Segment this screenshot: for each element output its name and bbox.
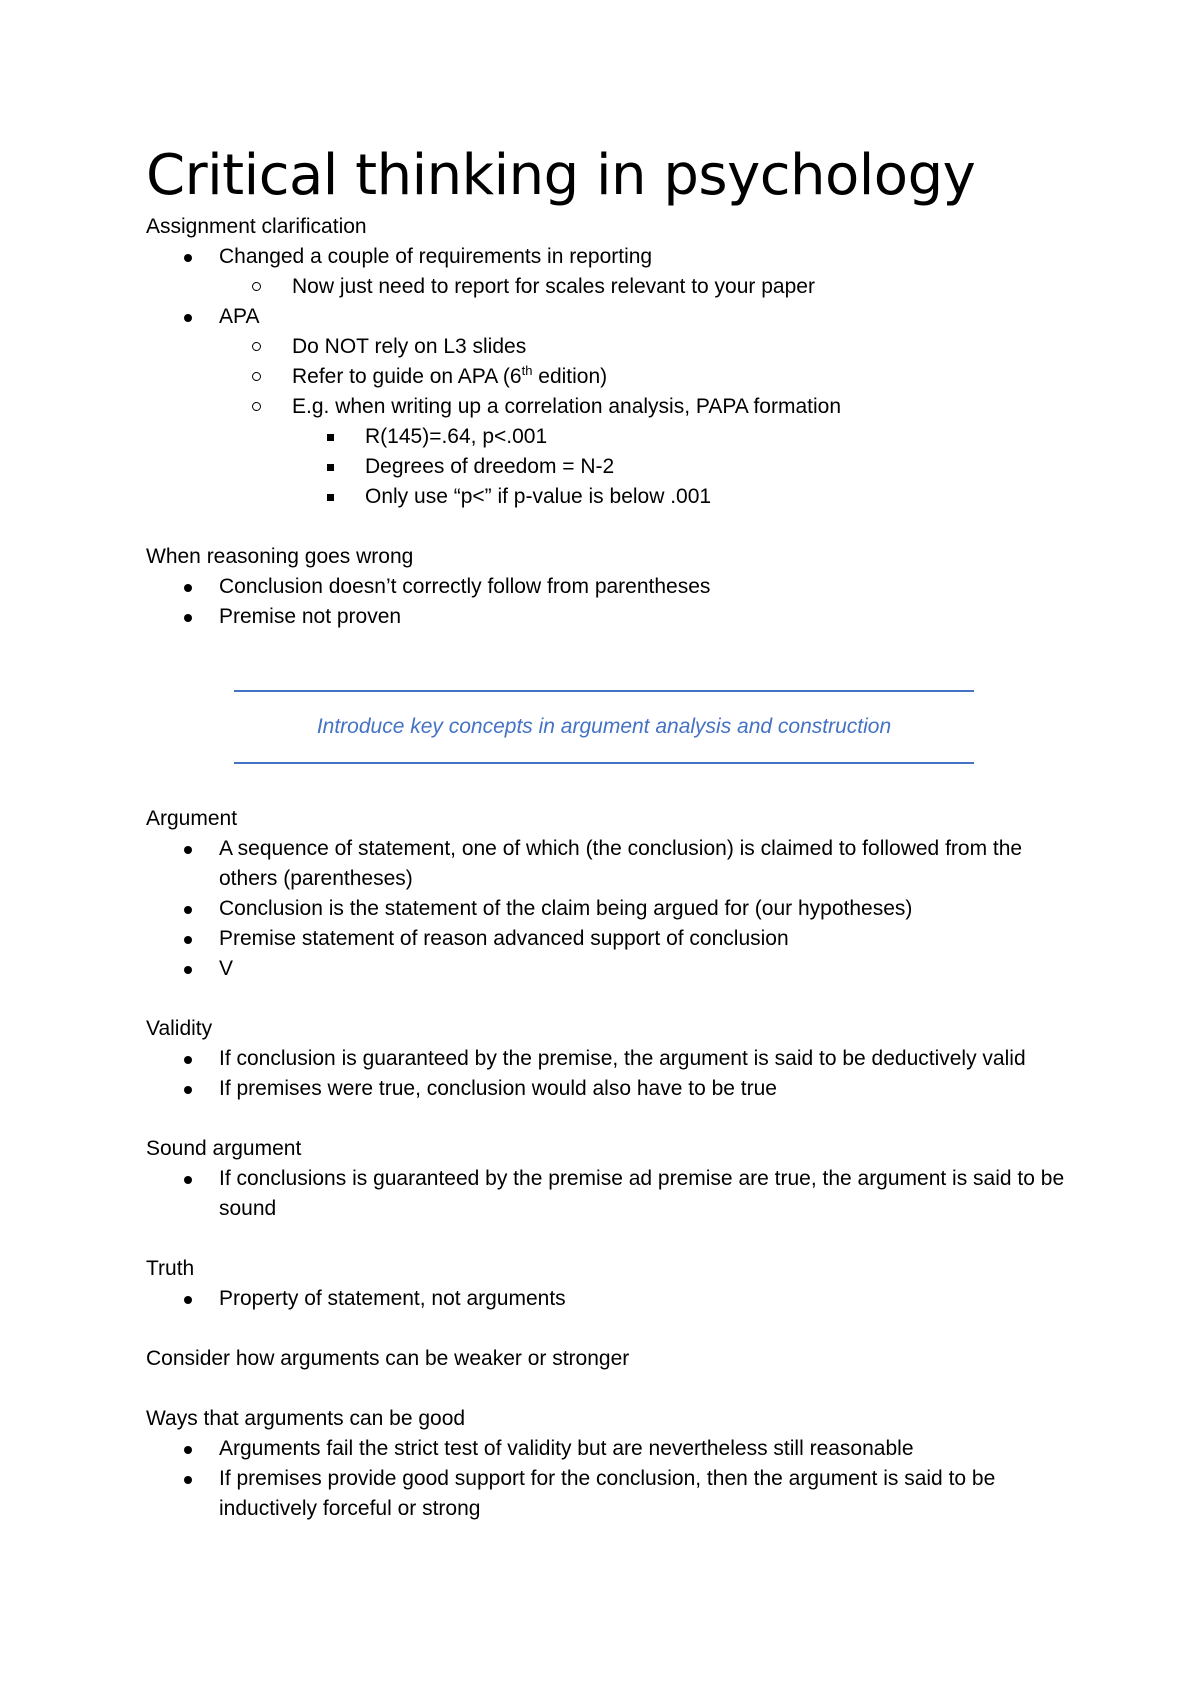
hollow-bullet-icon xyxy=(252,402,261,411)
consider-line: Consider how arguments can be weaker or stronger xyxy=(146,1347,630,1370)
bullet-icon xyxy=(184,1446,192,1454)
spacer xyxy=(146,1374,1066,1404)
list-item-text: Premise not proven xyxy=(219,605,402,628)
bullet-icon xyxy=(184,254,192,262)
list-item xyxy=(146,924,1066,954)
document-page xyxy=(146,140,1066,1524)
bullet-list xyxy=(146,242,1066,512)
spacer xyxy=(146,1314,1066,1344)
list-item xyxy=(146,1284,1066,1314)
list-item-text: Conclusion doesn’t correctly follow from parentheses xyxy=(219,575,711,598)
bullet-icon xyxy=(184,614,192,622)
page-title: Critical thinking in psychology xyxy=(146,143,976,208)
square-bullet-icon xyxy=(327,434,334,441)
list-item-text: APA xyxy=(219,305,260,328)
list-item-text: Changed a couple of requirements in reporting xyxy=(219,245,653,268)
list-item xyxy=(292,452,1066,482)
bullet-icon xyxy=(184,314,192,322)
spacer xyxy=(146,984,1066,1014)
text-fragment: Refer to guide on APA (6 xyxy=(292,365,522,388)
bullet-list xyxy=(146,1434,1066,1524)
list-item-text: Now just need to report for scales relevant to your paper xyxy=(292,275,815,298)
list-item xyxy=(146,302,1066,332)
list-item xyxy=(146,834,1066,894)
quote-text: Introduce key concepts in argument analysis and construction xyxy=(316,715,892,738)
list-item-text: If premises were true, conclusion would also have to be true xyxy=(219,1077,777,1100)
bullet-icon xyxy=(184,966,192,974)
list-item-text: R(145)=.64, p<.001 xyxy=(365,425,548,448)
list-item xyxy=(292,482,1066,512)
section-validity xyxy=(146,1014,1066,1104)
list-item-text: A sequence of statement, one of which (the conclusion) is claimed to followed from the others (parentheses) xyxy=(219,837,1023,890)
section-sound-argument xyxy=(146,1134,1066,1224)
bullet-icon xyxy=(184,1476,192,1484)
section-heading: Truth xyxy=(146,1257,195,1280)
list-item xyxy=(219,362,1066,392)
list-item-text: Conclusion is the statement of the claim being argued for (our hypotheses) xyxy=(219,897,913,920)
bullet-icon xyxy=(184,1176,192,1184)
superscript: th xyxy=(521,363,533,378)
section-heading: When reasoning goes wrong xyxy=(146,545,414,568)
spacer xyxy=(146,1104,1066,1134)
bullet-list xyxy=(146,1044,1066,1104)
square-bullet-icon xyxy=(327,494,334,501)
list-item xyxy=(146,1464,1066,1524)
list-item-text: If conclusion is guaranteed by the premise, the argument is said to be deductively valid xyxy=(219,1047,1026,1070)
list-item-text: Degrees of dreedom = N-2 xyxy=(365,455,615,478)
sub-sub-bullet-list xyxy=(292,422,1066,512)
section-heading: Sound argument xyxy=(146,1137,302,1160)
sublist-container xyxy=(146,332,1066,512)
sub-bullet-list xyxy=(219,332,1066,512)
section-argument xyxy=(146,804,1066,984)
bullet-icon xyxy=(184,906,192,914)
list-item xyxy=(219,332,1066,362)
list-item-text: V xyxy=(219,957,234,980)
section-heading: Ways that arguments can be good xyxy=(146,1407,466,1430)
list-item xyxy=(219,272,1066,302)
list-item xyxy=(146,242,1066,272)
list-item xyxy=(146,602,1066,632)
section-ways-good xyxy=(146,1404,1066,1524)
list-item-text: Only use “p<” if p-value is below .001 xyxy=(365,485,712,508)
section-heading: Validity xyxy=(146,1017,213,1040)
bullet-list xyxy=(146,572,1066,632)
list-item-text: If premises provide good support for the conclusion, then the argument is said to be inductively forceful or strong xyxy=(219,1467,996,1520)
list-item-text: Do NOT rely on L3 slides xyxy=(292,335,527,358)
list-item xyxy=(219,392,1066,422)
sublist-container xyxy=(219,422,1066,512)
sub-bullet-list xyxy=(219,272,1066,302)
hollow-bullet-icon xyxy=(252,342,261,351)
spacer xyxy=(146,512,1066,542)
list-item-text: Property of statement, not arguments xyxy=(219,1287,566,1310)
list-item-text: If conclusions is guaranteed by the premise ad premise are true, the argument is said to be sound xyxy=(219,1167,1065,1220)
list-item-text: Premise statement of reason advanced support of conclusion xyxy=(219,927,789,950)
bullet-icon xyxy=(184,936,192,944)
bullet-list xyxy=(146,1164,1066,1224)
list-item xyxy=(146,1164,1066,1224)
bullet-list xyxy=(146,834,1066,984)
list-item xyxy=(292,422,1066,452)
spacer xyxy=(146,764,1066,804)
spacer xyxy=(146,1224,1066,1254)
section-heading: Assignment clarification xyxy=(146,215,367,238)
bullet-icon xyxy=(184,584,192,592)
bullet-list xyxy=(146,1284,1066,1314)
bullet-icon xyxy=(184,1056,192,1064)
sublist-container xyxy=(146,272,1066,302)
list-item xyxy=(146,954,1066,984)
list-item xyxy=(146,1074,1066,1104)
list-item-text xyxy=(292,365,607,388)
section-reasoning xyxy=(146,542,1066,632)
intense-quote xyxy=(234,690,974,764)
bullet-icon xyxy=(184,1086,192,1094)
list-item xyxy=(146,572,1066,602)
section-heading: Argument xyxy=(146,807,238,830)
section-assignment-clarification xyxy=(146,212,1066,512)
bullet-icon xyxy=(184,846,192,854)
list-item xyxy=(146,1044,1066,1074)
section-truth xyxy=(146,1254,1066,1314)
list-item-text: E.g. when writing up a correlation analysis, PAPA formation xyxy=(292,395,841,418)
text-fragment: edition) xyxy=(532,365,608,388)
list-item-text: Arguments fail the strict test of validity but are nevertheless still reasonable xyxy=(219,1437,914,1460)
hollow-bullet-icon xyxy=(252,372,261,381)
bullet-icon xyxy=(184,1296,192,1304)
list-item xyxy=(146,1434,1066,1464)
list-item xyxy=(146,894,1066,924)
square-bullet-icon xyxy=(327,464,334,471)
hollow-bullet-icon xyxy=(252,282,261,291)
